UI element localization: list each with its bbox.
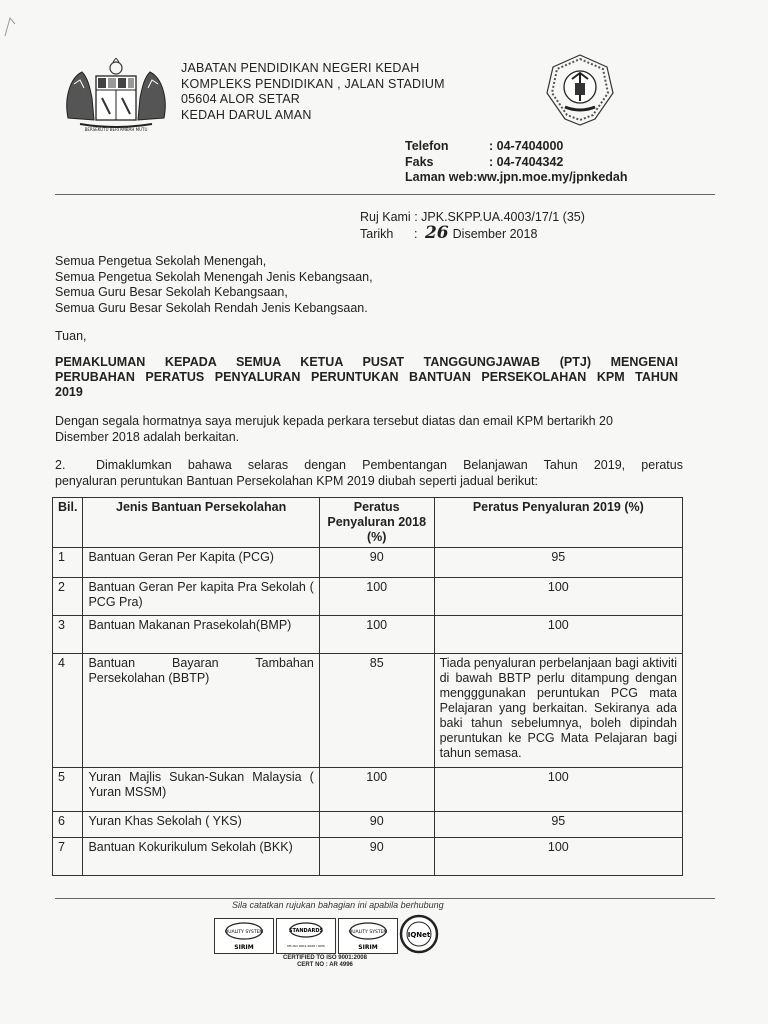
recipient-2: Semua Pengetua Sekolah Menengah Jenis Kebangsaan, [55,269,373,284]
table-row [53,838,683,876]
table-header-row [53,498,683,548]
row-2018: 90 [319,812,434,838]
row-jenis: Bantuan Geran Per Kapita (PCG) [83,548,319,578]
row-2019-note: Tiada penyaluran perbelanjaan bagi aktiviti di bawah BBTP perlu ditampung dengan mengggunakan peruntukan PCG mata Pelajaran yang berkaitan. Sekiranya ada baki tahun sebelumnya, boleh dipindah peruntukan ke PCG Mata Pelajaran bagi tahun semasa. [434,654,682,768]
fax-value: : 04-7404342 [489,154,564,169]
sirim-icon [339,919,397,953]
address-line-2: 05604 ALOR SETAR [181,92,301,106]
footer-note: Sila catatkan rujukan bahagian ini apabila berhubung [232,900,444,910]
header-2019: Peratus Penyaluran 2019 (%) [434,498,682,548]
row-jenis: Bantuan Bayaran Tambahan Persekolahan (BBTP) [83,654,319,768]
row-2019: 100 [434,616,682,654]
subject-line-1: PEMAKLUMAN KEPADA SEMUA KETUA PUSAT TANGGUNGJAWAB (PTJ) MENGENAI [55,355,678,369]
svg-text:SIRIM: SIRIM [234,944,254,951]
ruj-label: Ruj Kami [360,210,411,224]
cert-line-2: CERT NO : AR 4996 [297,962,353,968]
sirim-quality-logo-1 [214,918,274,954]
row-jenis: Yuran Majlis Sukan-Sukan Malaysia ( Yuran MSSM) [83,768,319,812]
paragraph-2-line-1: Dimaklumkan bahawa selaras dengan Pembentangan Belanjawan Tahun 2019, peratus [96,458,683,472]
date-colon: : [414,226,418,241]
allocation-table [52,497,683,876]
row-bil: 2 [53,578,83,616]
ruj-value: : JPK.SKPP.UA.4003/17/1 (35) [414,210,585,224]
row-2018: 85 [319,654,434,768]
subject-line-2: PERUBAHAN PERATUS PENYALURAN PERUNTUKAN BANTUAN PERSEKOLAHAN KPM TAHUN [55,370,678,384]
scan-corner-mark [2,14,18,38]
paragraph-2 [55,458,683,489]
phone-value: : 04-7404000 [489,139,564,153]
sirim-icon [215,919,273,953]
row-2018: 100 [319,768,434,812]
jpn-kedah-logo [545,53,615,127]
paragraph-2-line-2: penyaluran peruntukan Bantuan Persekolahan KPM 2019 diubah seperti jadual berikut: [55,473,538,488]
salutation: Tuan, [55,329,87,343]
header-divider [55,194,715,195]
table-row [53,548,683,578]
recipient-4: Semua Guru Besar Sekolah Rendah Jenis Kebangsaan. [55,300,368,315]
row-bil: 5 [53,768,83,812]
svg-text:QUALITY SYSTEM: QUALITY SYSTEM [348,930,388,935]
row-2019: 95 [434,812,682,838]
subject-line-3: 2019 [55,385,83,399]
svg-text:MS ISO 9001:2008 / QMS: MS ISO 9001:2008 / QMS [287,944,325,948]
coat-of-arms-logo [60,58,172,134]
row-2019: 100 [434,578,682,616]
row-2018: 100 [319,578,434,616]
row-bil: 1 [53,548,83,578]
row-2019: 95 [434,548,682,578]
row-bil: 3 [53,616,83,654]
header-bil: Bil. [53,498,83,548]
row-2018: 100 [319,616,434,654]
row-bil: 7 [53,838,83,876]
row-jenis: Bantuan Kokurikulum Sekolah (BKK) [83,838,319,876]
row-2018: 90 [319,838,434,876]
table-row [53,654,683,768]
subject [55,355,678,400]
row-jenis: Bantuan Makanan Prasekolah(BMP) [83,616,319,654]
address-line-1: KOMPLEKS PENDIDIKAN , JALAN STADIUM [181,76,445,91]
recipient-3: Semua Guru Besar Sekolah Kebangsaan, [55,285,288,299]
paragraph-2-number: 2. [55,458,66,472]
svg-text:IQNet: IQNet [407,931,431,939]
header-jenis: Jenis Bantuan Persekolahan [83,498,319,548]
paragraph-1-line-2: Disember 2018 adalah berkaitan. [55,429,240,444]
header-2018: Peratus Penyaluran 2018 (%) [319,498,434,548]
date-month-year: Disember 2018 [452,226,538,241]
recipient-1: Semua Pengetua Sekolah Menengah, [55,254,267,268]
footer-divider [55,898,715,899]
phone-label: Telefon [405,139,449,153]
svg-text:BERSEKUTU BERTAMBAH MUTU: BERSEKUTU BERTAMBAH MUTU [84,127,148,132]
row-bil: 4 [53,654,83,768]
table-row [53,812,683,838]
row-jenis: Yuran Khas Sekolah ( YKS) [83,812,319,838]
standards-logo [276,918,336,954]
svg-text:SIRIM: SIRIM [358,944,378,951]
paragraph-1-line-1: Dengan segala hormatnya saya merujuk kepada perkara tersebut diatas dan email KPM bertarikh 20 [55,414,613,428]
date-day-handwritten: 26 [424,222,449,243]
table-row [53,578,683,616]
paragraph-1 [55,414,683,445]
table-row [53,768,683,812]
row-2019: 100 [434,838,682,876]
row-2018: 90 [319,548,434,578]
sirim-quality-logo-2 [338,918,398,954]
standards-icon [277,919,335,953]
svg-text:STANDARDS: STANDARDS [288,928,324,934]
fax-label: Faks [405,154,434,169]
row-bil: 6 [53,812,83,838]
org-name: JABATAN PENDIDIKAN NEGERI KEDAH [181,61,420,75]
svg-text:QUALITY SYSTEM: QUALITY SYSTEM [224,930,264,935]
iqnet-logo [398,914,440,954]
cert-line-1: CERTIFIED TO ISO 9001:2008 [283,955,367,961]
recipient-list [55,254,373,316]
address-line-3: KEDAH DARUL AMAN [181,107,312,122]
date-label: Tarikh [360,226,394,241]
row-2019: 100 [434,768,682,812]
website-link[interactable]: Laman web:ww.jpn.moe.my/jpnkedah [405,170,628,184]
row-jenis: Bantuan Geran Per kapita Pra Sekolah ( PCG Pra) [83,578,319,616]
table-row [53,616,683,654]
